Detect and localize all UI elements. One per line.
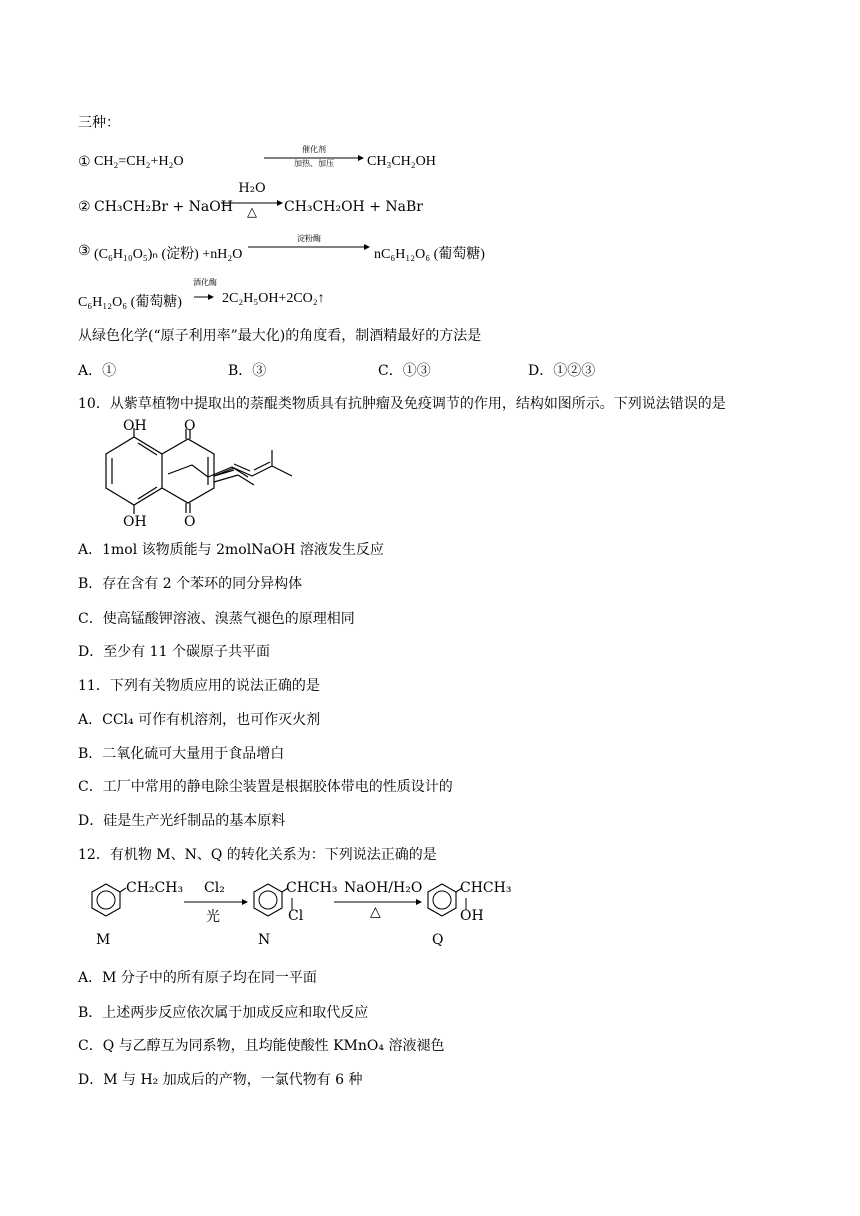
eq2-lhs: CH₃CH₂Br + NaOH <box>94 199 233 215</box>
q-substituent: CHCH₃ <box>460 880 512 896</box>
atom-o-top: O <box>184 418 196 434</box>
label-n: N <box>258 932 271 948</box>
step2-reagent: NaOH/H₂O <box>344 880 423 896</box>
q12-stem: 12．有机物 M、N、Q 的转化关系为：下列说法正确的是 <box>78 847 437 863</box>
q10-option-a: A．1mol 该物质能与 2molNaOH 溶液发生反应 <box>78 542 384 558</box>
eq4-condition-above: 酒化酶 <box>193 278 217 287</box>
eq4-lhs: C₆H₁₂O₆ (葡萄糖) <box>78 295 182 310</box>
atom-o-bottom: O <box>184 514 196 530</box>
eq2-condition-below: △ <box>247 205 257 220</box>
q10-option-c: C．使高锰酸钾溶液、溴蒸气褪色的原理相同 <box>78 611 355 627</box>
eq1-condition-above: 催化剂 <box>302 145 326 154</box>
eq1-marker: ① <box>78 154 91 170</box>
equation-4 <box>78 278 778 317</box>
q9-option-a: A．① <box>78 363 117 379</box>
q12-reaction-scheme <box>78 876 538 956</box>
label-q: Q <box>432 932 444 948</box>
benzene-m <box>86 880 126 920</box>
q11-option-c: C．工厂中常用的静电除尘装置是根据胶体带电的性质设计的 <box>78 779 453 795</box>
intro-text: 三种： <box>78 115 120 131</box>
eq3-rhs: nC₆H₁₂O₆ (葡萄糖) <box>374 247 485 262</box>
eq2-arrow <box>221 181 283 225</box>
step1-reagent: Cl₂ <box>204 880 225 896</box>
eq2-condition-above: H₂O <box>238 181 266 196</box>
q9-option-c: C．①③ <box>378 363 431 379</box>
equation-3 <box>78 235 778 269</box>
q12-option-a: A．M 分子中的所有原子均在同一平面 <box>78 970 317 986</box>
eq4-arrow <box>193 278 217 315</box>
q10-option-d: D．至少有 11 个碳原子共平面 <box>78 644 270 660</box>
equation-1 <box>78 146 778 180</box>
m-substituent: CH₂CH₃ <box>126 880 184 896</box>
eq4-rhs: 2C₂H₅OH+2CO₂↑ <box>222 291 325 306</box>
q9-option-d: D．①②③ <box>528 363 596 379</box>
benzene-n <box>248 880 288 920</box>
q11-option-b: B．二氧化硫可大量用于食品增白 <box>78 746 285 762</box>
q9-options <box>78 360 778 380</box>
n-chloro: Cl <box>288 908 304 924</box>
eq3-lhs: (C₆H₁₀O₅)ₙ (淀粉) +nH₂O <box>94 247 243 262</box>
eq1-condition-below: 加热、加压 <box>294 159 334 168</box>
atom-oh-top: OH <box>123 418 147 434</box>
q12-option-b: B．上述两步反应依次属于加成反应和取代反应 <box>78 1005 369 1021</box>
eq2-marker: ② <box>78 199 91 215</box>
q9-stem-tail: 从绿色化学(“原子利用率”最大化)的角度看，制酒精最好的方法是 <box>78 328 482 344</box>
q11-option-a: A．CCl₄ 可作有机溶剂，也可作灭火剂 <box>78 712 321 728</box>
q-hydroxy: OH <box>460 908 484 924</box>
eq3-condition-above: 淀粉酶 <box>297 234 321 243</box>
benzene-q <box>422 880 462 920</box>
eq1-rhs: CH₃CH₂OH <box>367 154 436 169</box>
eq2-rhs: CH₃CH₂OH + NaBr <box>284 199 423 215</box>
n-substituent: CHCH₃ <box>286 880 338 896</box>
q10-option-b: B．存在含有 2 个苯环的同分异构体 <box>78 576 303 592</box>
q12-option-d: D．M 与 H₂ 加成后的产物，一氯代物有 6 种 <box>78 1072 363 1088</box>
eq3-arrow <box>248 235 370 269</box>
eq1-arrow <box>264 146 364 180</box>
step1-arrow <box>184 898 248 906</box>
step2-condition: △ <box>370 904 381 920</box>
q10-stem: 10．从紫草植物中提取出的萘醌类物质具有抗肿瘤及免疫调节的作用，结构如图所示。下列说法错误的是 <box>78 396 726 412</box>
equation-2 <box>78 181 778 225</box>
side-chain <box>214 448 294 498</box>
q12-option-c: C．Q 与乙醇互为同系物，且均能使酸性 KMnO₄ 溶液褪色 <box>78 1038 445 1054</box>
step1-condition: 光 <box>206 909 220 925</box>
q9-option-b: B．③ <box>228 363 267 379</box>
eq3-marker: ③ <box>78 243 91 259</box>
atom-oh-bottom: OH <box>123 514 147 530</box>
label-m: M <box>96 932 111 948</box>
eq1-lhs: CH₂=CH₂+H₂O <box>94 154 184 169</box>
q11-option-d: D．硅是生产光纤制品的基本原料 <box>78 813 286 829</box>
q11-stem: 11．下列有关物质应用的说法正确的是 <box>78 678 320 694</box>
